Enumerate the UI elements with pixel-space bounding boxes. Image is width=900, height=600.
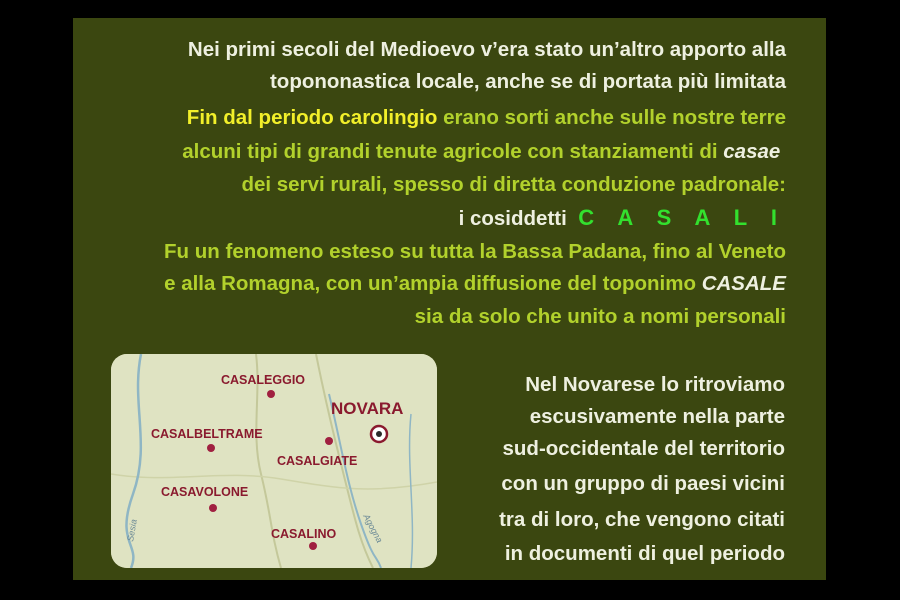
- novarese-text-2: escusivamente nella parte: [529, 405, 785, 428]
- spread-line-2: [164, 274, 786, 295]
- intro-line-6: [459, 207, 786, 230]
- intro-text-2: topononastica locale, anche se di portata più limitata: [269, 70, 786, 93]
- novarese-text-6: in documenti di quel periodo: [504, 542, 785, 565]
- casalgiate-marker: [325, 437, 333, 445]
- casalbeltrame-marker: [207, 444, 215, 452]
- casae-term: casae: [723, 140, 781, 163]
- novarese-line-6: [505, 544, 785, 565]
- intro-line-4: [182, 142, 786, 163]
- casavolone-label: CASAVOLONE: [161, 485, 249, 499]
- casavolone-marker: [209, 504, 217, 512]
- casali-map: [111, 354, 437, 568]
- intro-text-1: Nei primi secoli del Medioevo v’era stato un’altro apporto alla: [187, 38, 786, 61]
- novarese-line-1: [525, 375, 785, 396]
- novarese-text-5: tra di loro, che vengono citati: [499, 508, 785, 531]
- sesia-label: Sesia: [125, 518, 139, 543]
- novarese-text-1: Nel Novarese lo ritroviamo: [525, 373, 785, 396]
- intro-line-2: [270, 72, 786, 93]
- spread-text-2: e alla Romagna, con un’ampia diffusione del toponimo: [164, 272, 702, 295]
- novarese-text-4: con un gruppo di paesi vicini: [501, 472, 785, 495]
- intro-line-3: [187, 108, 786, 129]
- casali-term: C A S A L I: [578, 205, 786, 230]
- novara-city-icon: [371, 426, 387, 442]
- spread-line-1: [164, 242, 786, 263]
- agogna-label: Agogna: [361, 512, 385, 545]
- casalgiate-label: CASALGIATE: [277, 454, 358, 468]
- novarese-line-3: [503, 439, 786, 460]
- casalino-marker: [309, 542, 317, 550]
- casaleggio-label: CASALEGGIO: [221, 373, 306, 387]
- intro-text-5: dei servi rurali, spesso di diretta conduzione padronale:: [241, 173, 786, 196]
- slide-panel: [73, 18, 826, 580]
- casale-term: CASALE: [701, 272, 786, 295]
- novara-label: NOVARA: [331, 399, 404, 418]
- spread-text-1: Fu un fenomeno esteso su tutta la Bassa Padana, fino al Veneto: [164, 240, 786, 263]
- spread-line-3: [415, 307, 786, 328]
- intro-text-3: erano sorti anche sulle nostre terre: [437, 106, 786, 129]
- intro-line-5: [241, 175, 786, 196]
- novarese-line-5: [499, 510, 785, 531]
- novarese-text-3: sud-occidentale del territorio: [502, 437, 785, 460]
- map-graphic: [111, 354, 437, 568]
- intro-line-1: [188, 40, 786, 61]
- spread-text-3: sia da solo che unito a nomi personali: [414, 305, 786, 328]
- casalbeltrame-label: CASALBELTRAME: [151, 427, 263, 441]
- cosiddetti-text: i cosiddetti: [458, 207, 579, 230]
- novarese-line-4: [501, 474, 785, 495]
- intro-text-4: alcuni tipi di grandi tenute agricole con stanziamenti di: [182, 140, 724, 163]
- novarese-line-2: [530, 407, 785, 428]
- casalino-label: CASALINO: [271, 527, 337, 541]
- carolingian-highlight: Fin dal periodo carolingio: [186, 106, 438, 129]
- casaleggio-marker: [267, 390, 275, 398]
